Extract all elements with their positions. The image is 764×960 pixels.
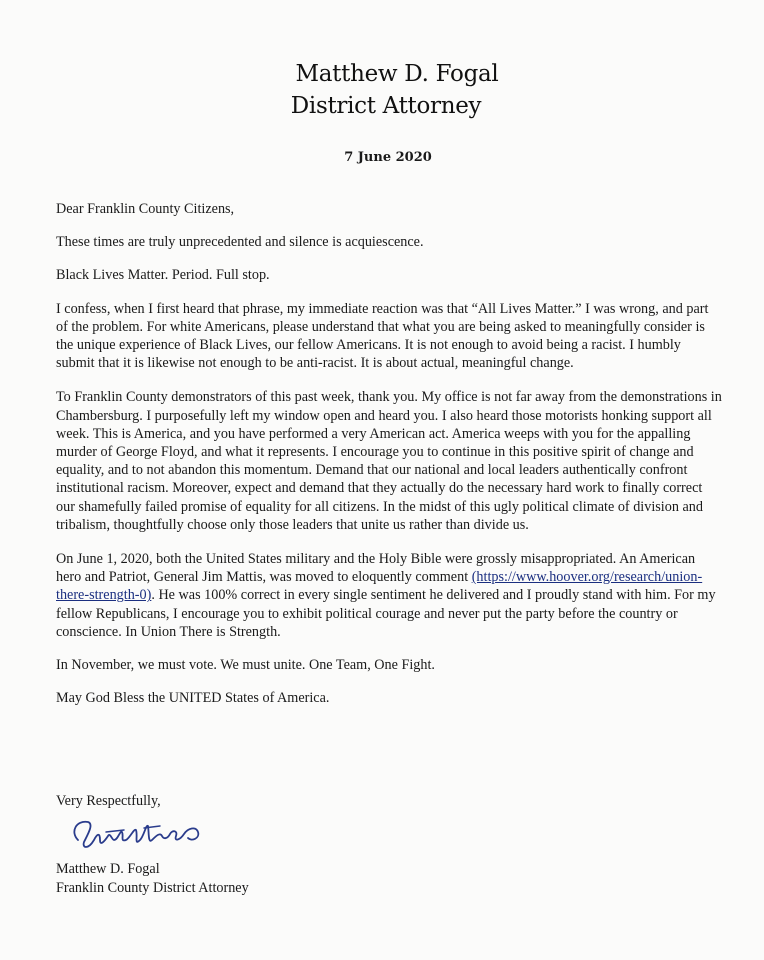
signer-name: Matthew D. Fogal: [56, 861, 160, 877]
letterhead: [0, 58, 764, 122]
paragraph-6: In November, we must vote. We must unite. One Team, One Fight.: [56, 657, 435, 674]
closing: Very Respectfully,: [56, 793, 161, 809]
handwritten-signature: [64, 810, 214, 860]
letterhead-title: District Attorney: [290, 93, 482, 119]
paragraph-3: I confess, when I first heard that phrase, my immediate reaction was that “All Lives Matter.” I was wrong, and part of the problem. For white Americans, please understand that what you are being asked to meaningfully consider is the unique experience of Black Lives, our fellow Americans. It is not enough to avoid being a racist. I humbly submit that it is likewise not enough to be anti-racist. It is about actual, meaningful change.: [56, 300, 709, 372]
paragraph-4: To Franklin County demonstrators of this past week, thank you. My office is not far away from the demonstrations in Chambersburg. I purposefully left my window open and heard you. I also heard those motorists honking support all week. This is America, and you have performed a very American act. America weeps with you for the appalling murder of George Floyd, and what it represents. I encourage you to continue in this positive spirit of change and equality, and to not abandon this momentum. Demand that our national and local leaders authentically confront institutional racism. Moreover, expect and demand that they actually do the necessary hard work to finally correct our shamefully failed promise of equality for all citizens. In the midst of this ugly political climate of division and tribalism, thoughtfully choose only those leaders that unite us rather than divide us.: [56, 389, 722, 533]
salutation: Dear Franklin County Citizens,: [56, 201, 235, 217]
paragraph-5: [56, 550, 722, 641]
letter-body: [56, 200, 722, 722]
letter-date: 7 June 2020: [344, 150, 432, 165]
paragraph-2: Black Lives Matter. Period. Full stop.: [56, 267, 270, 284]
paragraph-5-text-start: On June 1, 2020, both the United States military and the Holy Bible were grossly misappropriated. An American hero and Patriot, General Jim Mattis, was moved to eloquently comment: [56, 551, 696, 586]
signer-title: Franklin County District Attorney: [56, 879, 249, 896]
hoover-link[interactable]: (https://www.hoover.org/research/union-there-strength-0): [56, 569, 703, 604]
paragraph-1: These times are truly unprecedented and silence is acquiescence.: [56, 234, 424, 251]
letterhead-name: Matthew D. Fogal: [295, 61, 499, 87]
paragraph-5-text-end: . He was 100% correct in every single sentiment he delivered and I proudly stand with him. For my fellow Republicans, I encourage you to exhibit political courage and never put the party before the country or conscience. In Union There is Strength.: [56, 587, 716, 640]
signature-block: [56, 860, 249, 897]
paragraph-7: May God Bless the UNITED States of America.: [56, 690, 330, 707]
